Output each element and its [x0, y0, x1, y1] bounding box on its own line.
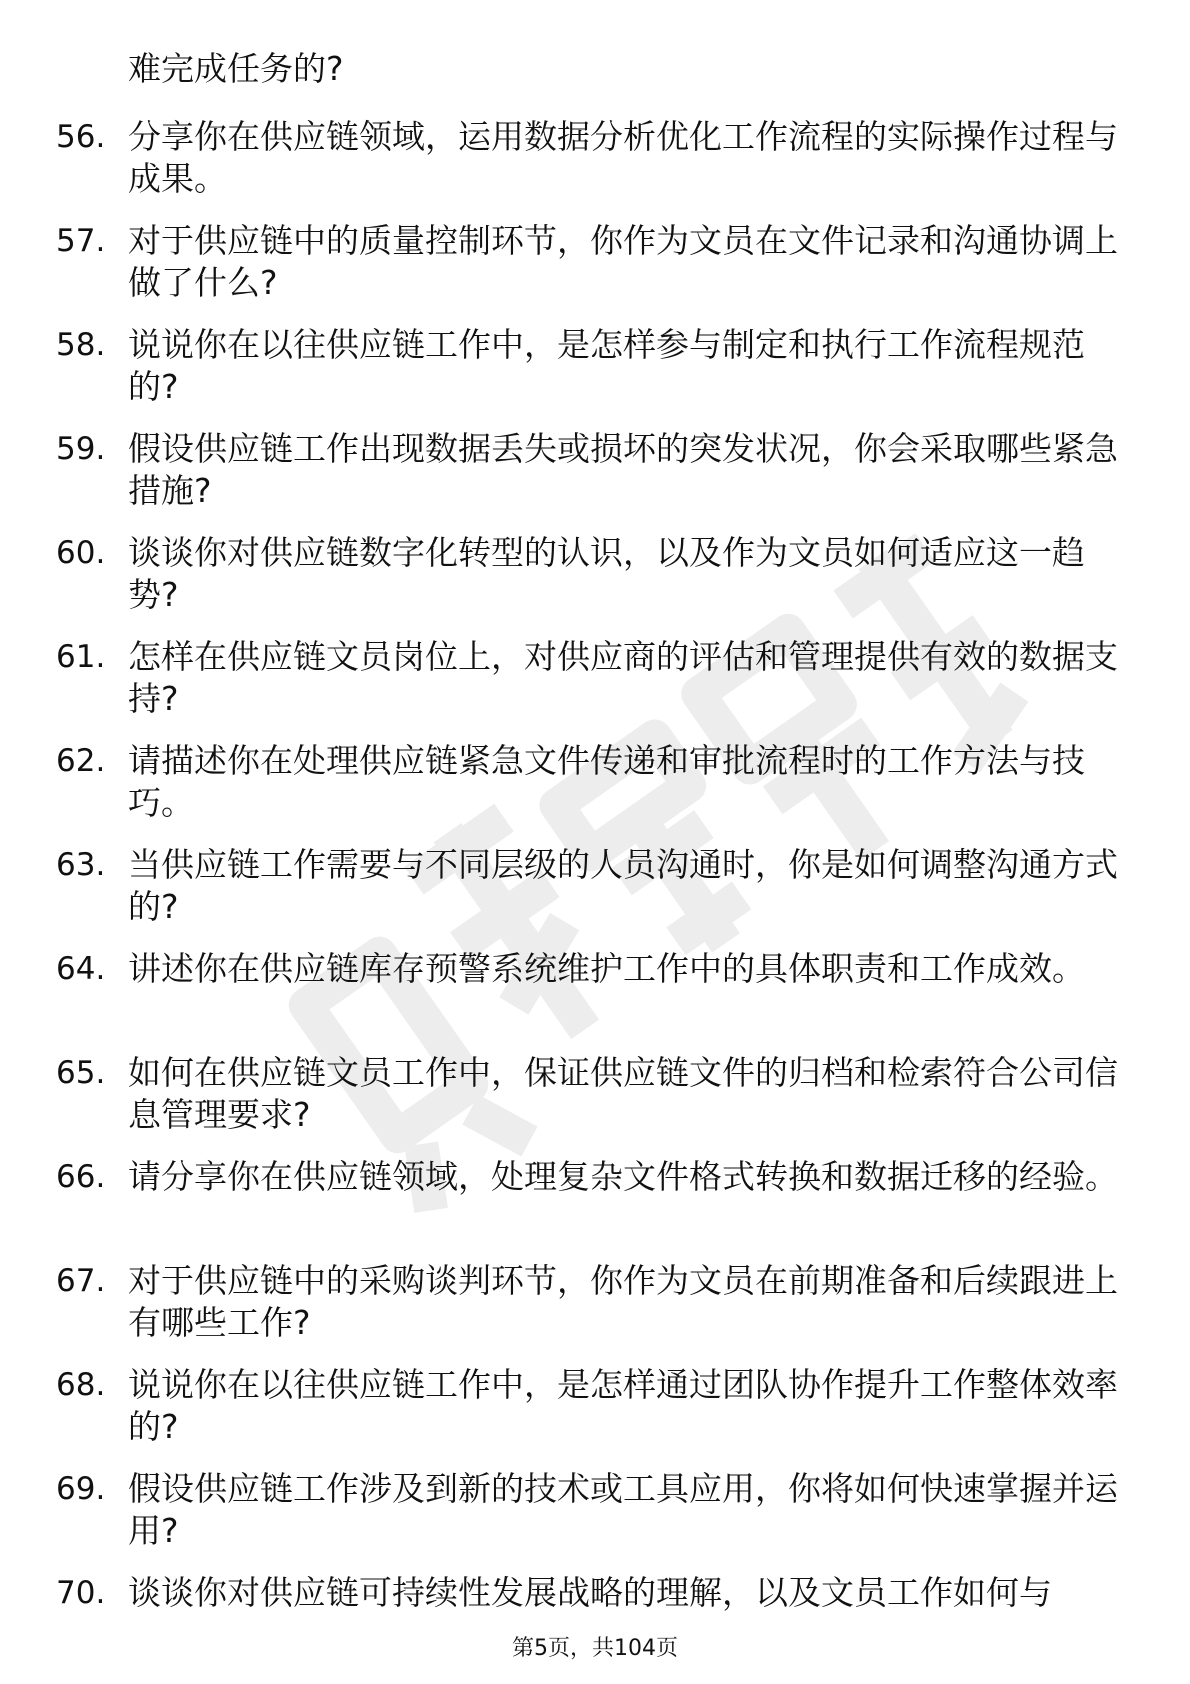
question-item — [0, 1046, 1190, 1150]
question-number: 70. — [56, 1575, 106, 1611]
continuation-text: 难完成任务的? — [128, 49, 344, 88]
question-number: 58. — [56, 327, 106, 363]
question-number: 68. — [56, 1367, 106, 1403]
question-item — [0, 1254, 1190, 1358]
question-text: 谈谈你对供应链可持续性发展战略的理解，以及文员工作如何与 — [128, 1573, 1052, 1612]
question-number: 65. — [56, 1055, 106, 1091]
question-item — [0, 734, 1190, 838]
question-text: 分享你在供应链领域，运用数据分析优化工作流程的实际操作过程与成果。 — [128, 117, 1118, 198]
question-item — [0, 526, 1190, 630]
question-number: 69. — [56, 1471, 106, 1507]
question-text: 对于供应链中的质量控制环节，你作为文员在文件记录和沟通协调上做了什么? — [128, 221, 1118, 302]
question-text: 请描述你在处理供应链紧急文件传递和审批流程时的工作方法与技巧。 — [128, 741, 1085, 822]
question-text: 当供应链工作需要与不同层级的人员沟通时，你是如何调整沟通方式的? — [128, 845, 1118, 926]
question-text: 对于供应链中的采购谈判环节，你作为文员在前期准备和后续跟进上有哪些工作? — [128, 1261, 1118, 1342]
question-text: 怎样在供应链文员岗位上，对供应商的评估和管理提供有效的数据支持? — [128, 637, 1118, 718]
question-number: 67. — [56, 1263, 106, 1299]
question-item — [0, 214, 1190, 318]
question-number: 61. — [56, 639, 106, 675]
question-text: 假设供应链工作出现数据丢失或损坏的突发状况，你会采取哪些紧急措施? — [128, 429, 1118, 510]
question-text: 讲述你在供应链库存预警系统维护工作中的具体职责和工作成效。 — [128, 949, 1085, 988]
question-item — [0, 1462, 1190, 1566]
question-number: 56. — [56, 119, 106, 155]
question-item — [0, 1358, 1190, 1462]
question-number: 63. — [56, 847, 106, 883]
question-item — [0, 422, 1190, 526]
question-item — [0, 318, 1190, 422]
question-number: 62. — [56, 743, 106, 779]
question-item — [0, 838, 1190, 942]
question-text: 说说你在以往供应链工作中，是怎样参与制定和执行工作流程规范的? — [128, 325, 1085, 406]
question-item — [0, 942, 1190, 1046]
question-list — [0, 110, 1190, 1670]
question-item — [0, 110, 1190, 214]
question-number: 60. — [56, 535, 106, 571]
question-text: 如何在供应链文员工作中，保证供应链文件的归档和检索符合公司信息管理要求? — [128, 1053, 1118, 1134]
question-text: 请分享你在供应链领域，处理复杂文件格式转换和数据迁移的经验。 — [128, 1157, 1118, 1196]
question-text: 谈谈你对供应链数字化转型的认识，以及作为文员如何适应这一趋势? — [128, 533, 1085, 614]
question-number: 59. — [56, 431, 106, 467]
question-text: 假设供应链工作涉及到新的技术或工具应用，你将如何快速掌握并运用? — [128, 1469, 1118, 1550]
question-number: 57. — [56, 223, 106, 259]
question-text: 说说你在以往供应链工作中，是怎样通过团队协作提升工作整体效率的? — [128, 1365, 1118, 1446]
page-footer: 第5页，共104页 — [512, 1636, 678, 1661]
question-item — [0, 630, 1190, 734]
question-number: 66. — [56, 1159, 106, 1195]
question-item — [0, 1150, 1190, 1254]
question-number: 64. — [56, 951, 106, 987]
